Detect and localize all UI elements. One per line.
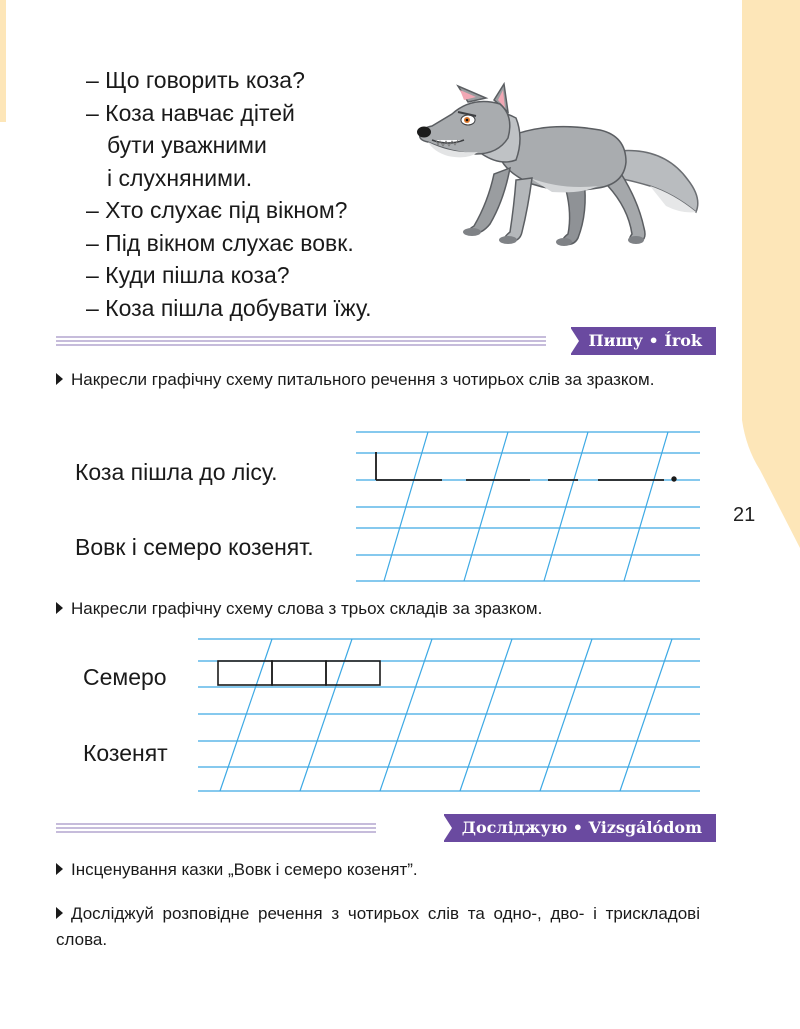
triangle-bullet-icon — [56, 602, 63, 614]
side-tab — [0, 0, 6, 122]
triangle-bullet-icon — [56, 373, 63, 385]
dialogue-line: – Коза навчає дітей — [86, 99, 295, 126]
section-title: Пишу • Írok — [571, 327, 716, 355]
dialogue-line: – Під вікном слухає вовк. — [86, 229, 354, 256]
section-title: Досліджую • Vizsgálódom — [444, 814, 716, 842]
page-number: 21 — [733, 504, 756, 526]
section-banner-write — [56, 327, 716, 355]
triangle-bullet-icon — [56, 863, 63, 875]
task-instruction — [56, 857, 418, 883]
sample-word: Семеро — [83, 664, 167, 690]
practice-sentence: Вовк і семеро козенят. — [75, 534, 314, 560]
task-instruction — [56, 901, 700, 953]
task-instruction — [56, 596, 542, 622]
dialogue-line: бути уважними — [107, 132, 267, 158]
task-text: Інсценування казки „Вовк і семеро козенят”. — [71, 860, 418, 879]
task-instruction — [56, 367, 700, 393]
task-text: Накресли графічну схему слова з трьох складів за зразком. — [71, 599, 543, 618]
dialogue-line: – Куди пішла коза? — [86, 262, 290, 288]
dialogue-line: – Хто слухає під вікном? — [86, 197, 348, 223]
writing-grid-sentences — [356, 430, 701, 582]
writing-grid-syllables — [198, 637, 701, 793]
task-text: Досліджуй розповідне речення з чотирьох слів та одно-, дво- і трискладові слова. — [56, 904, 700, 949]
section-banner-explore — [56, 814, 716, 842]
dialogue — [86, 64, 371, 324]
dialogue-line: – Коза пішла добувати їжу. — [86, 294, 372, 321]
practice-word: Козенят — [83, 740, 168, 766]
triangle-bullet-icon — [56, 907, 63, 919]
dialogue-line: – Що говорить коза? — [86, 67, 305, 93]
wolf-illustration — [412, 82, 704, 252]
dialogue-line: і слухняними. — [107, 164, 253, 191]
task-text: Накресли графічну схему питального речення з чотирьох слів за зразком. — [71, 370, 655, 389]
syllable-scheme — [218, 661, 380, 685]
sample-sentence: Коза пішла до лісу. — [75, 459, 278, 485]
